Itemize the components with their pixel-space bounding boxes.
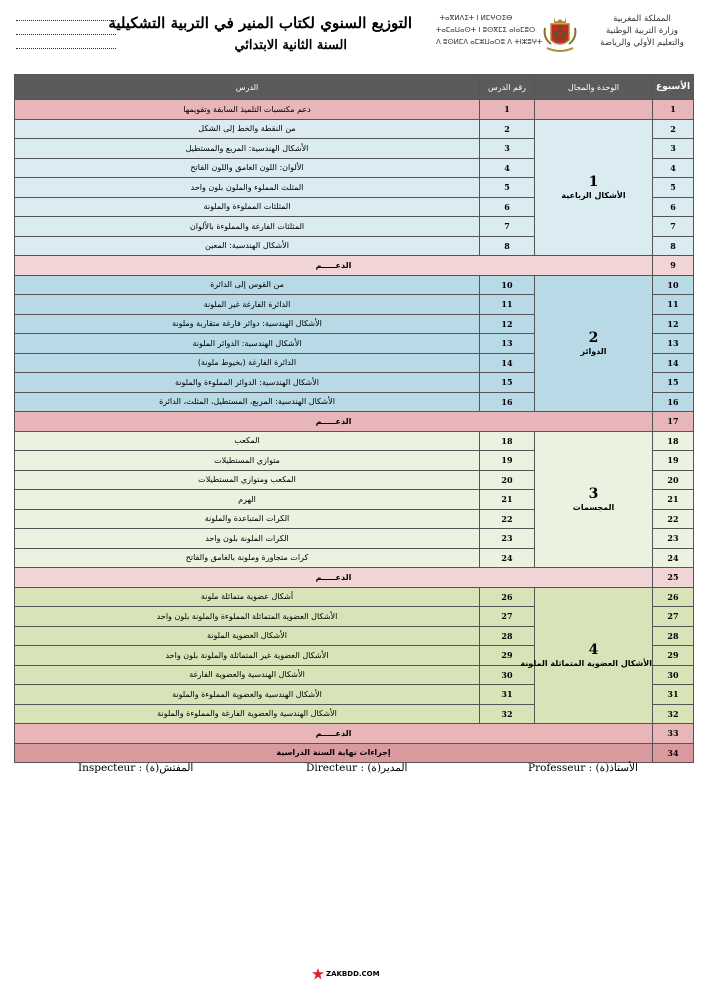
week-number: 31 bbox=[653, 685, 694, 705]
lesson-number: 14 bbox=[480, 353, 535, 373]
dotted-line bbox=[16, 48, 116, 49]
week-number: 23 bbox=[653, 529, 694, 549]
support-label: الدعـــــم bbox=[15, 256, 653, 276]
lesson-title: الأشكال الهندسية: المعين bbox=[15, 236, 480, 256]
week-number: 9 bbox=[653, 256, 694, 276]
lesson-title: الهرم bbox=[15, 490, 480, 510]
unit-cell bbox=[535, 431, 653, 568]
lesson-title: الأشكال الهندسية: الدوائر المملوءة والملونة bbox=[15, 373, 480, 393]
lesson-title: متوازي المستطيلات bbox=[15, 451, 480, 471]
lesson-title: من القوس إلى الدائرة bbox=[15, 275, 480, 295]
lesson-number: 31 bbox=[480, 685, 535, 705]
dotted-line bbox=[16, 20, 116, 21]
lesson-title: الأشكال العضوية المتماثلة المملوءة والملونة بلون واحد bbox=[15, 607, 480, 627]
lesson-number: 15 bbox=[480, 373, 535, 393]
empty-cell bbox=[535, 100, 653, 120]
lesson-number: 30 bbox=[480, 665, 535, 685]
lesson-title: الأشكال الهندسية: المربع، المستطيل، المثلث، الدائرة bbox=[15, 392, 480, 412]
lesson-number: 10 bbox=[480, 275, 535, 295]
week-number: 22 bbox=[653, 509, 694, 529]
lesson-title: الألوان: اللون الغامق واللون الفاتح bbox=[15, 158, 480, 178]
support-row bbox=[15, 256, 694, 276]
lesson-number: 20 bbox=[480, 470, 535, 490]
week-number: 10 bbox=[653, 275, 694, 295]
lesson-number: 21 bbox=[480, 490, 535, 510]
table-row bbox=[15, 587, 694, 607]
lesson-number: 3 bbox=[480, 139, 535, 159]
lesson-number: 18 bbox=[480, 431, 535, 451]
table-header-row bbox=[15, 75, 694, 100]
support-label: الدعـــــم bbox=[15, 724, 653, 744]
lesson-number: 2 bbox=[480, 119, 535, 139]
week-number: 11 bbox=[653, 295, 694, 315]
lesson-title: الأشكال الهندسية والعضوية المملوءة والملونة bbox=[15, 685, 480, 705]
signature-line bbox=[0, 762, 707, 782]
lesson-title: من النقطة والخط إلى الشكل bbox=[15, 119, 480, 139]
lesson-number: 6 bbox=[480, 197, 535, 217]
week-number: 32 bbox=[653, 704, 694, 724]
week-number: 14 bbox=[653, 353, 694, 373]
support-row bbox=[15, 568, 694, 588]
unit-cell bbox=[535, 275, 653, 412]
lesson-number: 4 bbox=[480, 158, 535, 178]
week-number: 13 bbox=[653, 334, 694, 354]
week-number: 1 bbox=[653, 100, 694, 120]
week-number: 26 bbox=[653, 587, 694, 607]
lesson-number: 24 bbox=[480, 548, 535, 568]
week-number: 17 bbox=[653, 412, 694, 432]
week-number: 21 bbox=[653, 490, 694, 510]
support-label: الدعـــــم bbox=[15, 412, 653, 432]
unit-number: 4 bbox=[588, 641, 599, 658]
professor-signature: Professeur : (ة)الأستاذ bbox=[528, 762, 638, 774]
unit-name: الأشكال الرباعية bbox=[561, 190, 626, 200]
table-row bbox=[15, 275, 694, 295]
week-number: 18 bbox=[653, 431, 694, 451]
lesson-title: الأشكال الهندسية والعضوية الفارغة bbox=[15, 665, 480, 685]
week-number: 34 bbox=[653, 743, 694, 763]
header-lesson-number: رقم الدرس bbox=[480, 75, 535, 100]
lesson-title: المثلث المملوء والملون بلون واحد bbox=[15, 178, 480, 198]
unit-cell bbox=[535, 119, 653, 256]
intro-row bbox=[15, 100, 694, 120]
lesson-title: الدائرة الفارغة غير الملونة bbox=[15, 295, 480, 315]
table-row bbox=[15, 431, 694, 451]
closing-row bbox=[15, 743, 694, 763]
lesson-number: 19 bbox=[480, 451, 535, 471]
week-number: 24 bbox=[653, 548, 694, 568]
header-week: الأسبوع bbox=[653, 75, 694, 100]
inspector-signature: Inspecteur : (ة)المفتش bbox=[78, 762, 194, 774]
support-row bbox=[15, 724, 694, 744]
lesson-title: الأشكال العضوية الملونة bbox=[15, 626, 480, 646]
week-number: 5 bbox=[653, 178, 694, 198]
week-number: 2 bbox=[653, 119, 694, 139]
lesson-title: الأشكال الهندسية والعضوية الفارغة والمملوءة والملونة bbox=[15, 704, 480, 724]
header-unit: الوحدة والمجال bbox=[535, 75, 653, 100]
lesson-title: الأشكال العضوية غير المتماثلة والملونة بلون واحد bbox=[15, 646, 480, 666]
lesson-title: الأشكال الهندسية: الدوائر الملونة bbox=[15, 334, 480, 354]
support-label: الدعـــــم bbox=[15, 568, 653, 588]
unit-number: 2 bbox=[588, 329, 599, 346]
week-number: 30 bbox=[653, 665, 694, 685]
week-number: 29 bbox=[653, 646, 694, 666]
table-row bbox=[15, 119, 694, 139]
lesson-title: الأشكال الهندسية: دوائر فارغة متقاربة وملونة bbox=[15, 314, 480, 334]
footer-logo bbox=[312, 968, 402, 982]
unit-number: 1 bbox=[588, 173, 599, 190]
week-number: 8 bbox=[653, 236, 694, 256]
lesson-title: أشكال عضوية متماثلة ملونة bbox=[15, 587, 480, 607]
dotted-line bbox=[16, 34, 116, 35]
support-row bbox=[15, 412, 694, 432]
lesson-title: المكعب bbox=[15, 431, 480, 451]
week-number: 3 bbox=[653, 139, 694, 159]
lesson-number: 32 bbox=[480, 704, 535, 724]
week-number: 16 bbox=[653, 392, 694, 412]
lesson-number: 7 bbox=[480, 217, 535, 237]
annual-plan-table bbox=[14, 74, 694, 763]
week-number: 7 bbox=[653, 217, 694, 237]
lesson-title: المكعب ومتوازي المستطيلات bbox=[15, 470, 480, 490]
lesson-number: 12 bbox=[480, 314, 535, 334]
moroccan-emblem-icon bbox=[543, 14, 577, 54]
lesson-number: 28 bbox=[480, 626, 535, 646]
tifinagh-text: ⵜⴰⴳⵍⴷⵉⵜ ⵏ ⵍⵎⵖⵔⵉⴱ ⵜⴰⵎⴰⵡⴰⵙⵜ ⵏ ⵓⵙⴳⵎⵉ ⴰⵏⴰⵎⵓⵔ ⴷ ⵓⵙⵍⵎⴷ ⴰⵎⵣⵡⴰⵔⵓ ⴷ ⵜⵏⵣⵓⵖⵜ bbox=[436, 14, 543, 46]
week-number: 27 bbox=[653, 607, 694, 627]
lesson-title: المثلثات المملوءة والملونة bbox=[15, 197, 480, 217]
lesson-title: كرات متجاورة وملونة بالغامق والفاتح bbox=[15, 548, 480, 568]
lesson-title: الكرات الملونة بلون واحد bbox=[15, 529, 480, 549]
lesson-number: 22 bbox=[480, 509, 535, 529]
lesson-title: الكرات المتباعدة والملونة bbox=[15, 509, 480, 529]
lesson-number: 11 bbox=[480, 295, 535, 315]
header-lesson: الدرس bbox=[15, 75, 480, 100]
lesson-title: المثلثات الفارغة والمملوءة بالألوان bbox=[15, 217, 480, 237]
closing-label: إجراءات نهاية السنة الدراسية bbox=[15, 743, 653, 763]
week-number: 28 bbox=[653, 626, 694, 646]
lesson-number: 27 bbox=[480, 607, 535, 627]
lesson-title: الدائرة الفارغة (بخيوط ملونة) bbox=[15, 353, 480, 373]
week-number: 15 bbox=[653, 373, 694, 393]
director-signature: Directeur : (ة)المدير bbox=[306, 762, 408, 774]
week-number: 33 bbox=[653, 724, 694, 744]
unit-name: المجسمات bbox=[572, 502, 615, 512]
unit-number: 3 bbox=[588, 485, 599, 502]
week-number: 4 bbox=[653, 158, 694, 178]
lesson-number: 23 bbox=[480, 529, 535, 549]
lesson-number: 29 bbox=[480, 646, 535, 666]
week-number: 19 bbox=[653, 451, 694, 471]
unit-cell bbox=[520, 587, 653, 724]
lesson-number: 16 bbox=[480, 392, 535, 412]
lesson-title: دعم مكتسبات التلميذ السابقة وتقويمها bbox=[15, 100, 480, 120]
lesson-number: 13 bbox=[480, 334, 535, 354]
page-header bbox=[16, 12, 692, 62]
page-title: التوزيع السنوي لكتاب المنير في التربية التشكيلية bbox=[108, 14, 412, 32]
unit-name: الأشكال العضوية المتماثلة الملونة bbox=[520, 658, 652, 668]
lesson-title: الأشكال الهندسية: المربع والمستطيل bbox=[15, 139, 480, 159]
week-number: 25 bbox=[653, 568, 694, 588]
page-subtitle: السنة الثانية الابتدائي bbox=[234, 38, 347, 53]
ministry-name: المملكة المغربية وزارة التربية الوطنية والتعليم الأولي والرياضة bbox=[600, 14, 684, 48]
lesson-number: 5 bbox=[480, 178, 535, 198]
week-number: 20 bbox=[653, 470, 694, 490]
logo-text: ZAKBDD.COM bbox=[326, 970, 380, 978]
lesson-number: 1 bbox=[480, 100, 535, 120]
star-logo-icon bbox=[312, 968, 324, 980]
week-number: 6 bbox=[653, 197, 694, 217]
unit-name: الدوائر bbox=[580, 346, 607, 356]
lesson-number: 26 bbox=[480, 587, 535, 607]
week-number: 12 bbox=[653, 314, 694, 334]
lesson-number: 8 bbox=[480, 236, 535, 256]
